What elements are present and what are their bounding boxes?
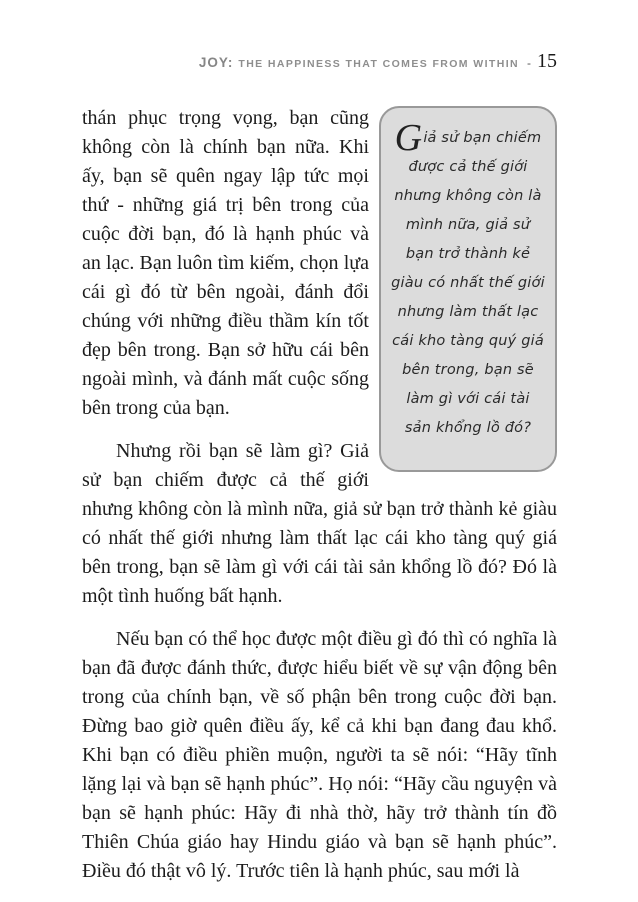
pull-quote-initial-letter: G bbox=[394, 117, 423, 159]
running-head-subtitle: THE HAPPINESS THAT COMES FROM WITHIN bbox=[238, 58, 519, 70]
body-paragraph-2: Nhưng rồi bạn sẽ làm gì? Giả sử bạn chiếm được cả thế giới nhưng không còn là mình nữa, giả sử bạn trở thành kẻ giàu có nhất thế giới nhưng làm thất lạc cái kho tàng quý giá bên trong, bạn sẽ làm gì với cái tài sản khổng lồ đó? Đó là một tình huống bất hạnh. bbox=[82, 440, 557, 607]
page-number: 15 bbox=[537, 50, 557, 72]
page-content bbox=[82, 104, 557, 900]
running-head-separator: - bbox=[527, 56, 531, 70]
body-paragraph-3: Nếu bạn có thể học được một điều gì đó thì có nghĩa là bạn đã được đánh thức, được hiểu biết về sự vận động bên trong của chính bạn, về số phận bên trong cuộc đời bạn. Đừng bao giờ quên điều ấy, kể cả khi bạn đang đau khổ. Khi bạn có điều phiền muộn, người ta sẽ nói: “Hãy tĩnh lặng lại và bạn sẽ hạnh phúc”. Họ nói: “Hãy cầu nguyện và bạn sẽ hạnh phúc: Hãy đi nhà thờ, hãy trở thành tín đồ Thiên Chúa giáo hay Hindu giáo và bạn sẽ hạnh phúc”. Điều đó thật vô lý. Trước tiên là hạnh phúc, sau mới là bbox=[82, 628, 557, 882]
pull-quote-text: iả sử bạn chiếm được cả thế giới nhưng không còn là mình nữa, giả sử bạn trở thành kẻ giàu có nhất thế giới nhưng làm thất lạc cái kho tàng quý giá bên trong, bạn sẽ làm gì với cái tài sản khổng lồ đó? bbox=[391, 130, 545, 436]
body-paragraph-1: thán phục trọng vọng, bạn cũng không còn là chính bạn nữa. Khi ấy, bạn sẽ quên ngay lập tức mọi thứ - những giá trị bên trong của cuộc đời bạn, đó là hạnh phúc và an lạc. Bạn luôn tìm kiếm, chọn lựa cái gì đó từ bên ngoài, đánh đổi chúng với những điều thầm kín tốt đẹp bên trong. Bạn sở hữu cái bên ngoài mình, và đánh mất cuộc sống bên trong của bạn. bbox=[82, 107, 369, 419]
running-head bbox=[82, 50, 557, 73]
pull-quote-box bbox=[379, 106, 557, 472]
running-head-book-title: JOY: bbox=[198, 55, 234, 70]
